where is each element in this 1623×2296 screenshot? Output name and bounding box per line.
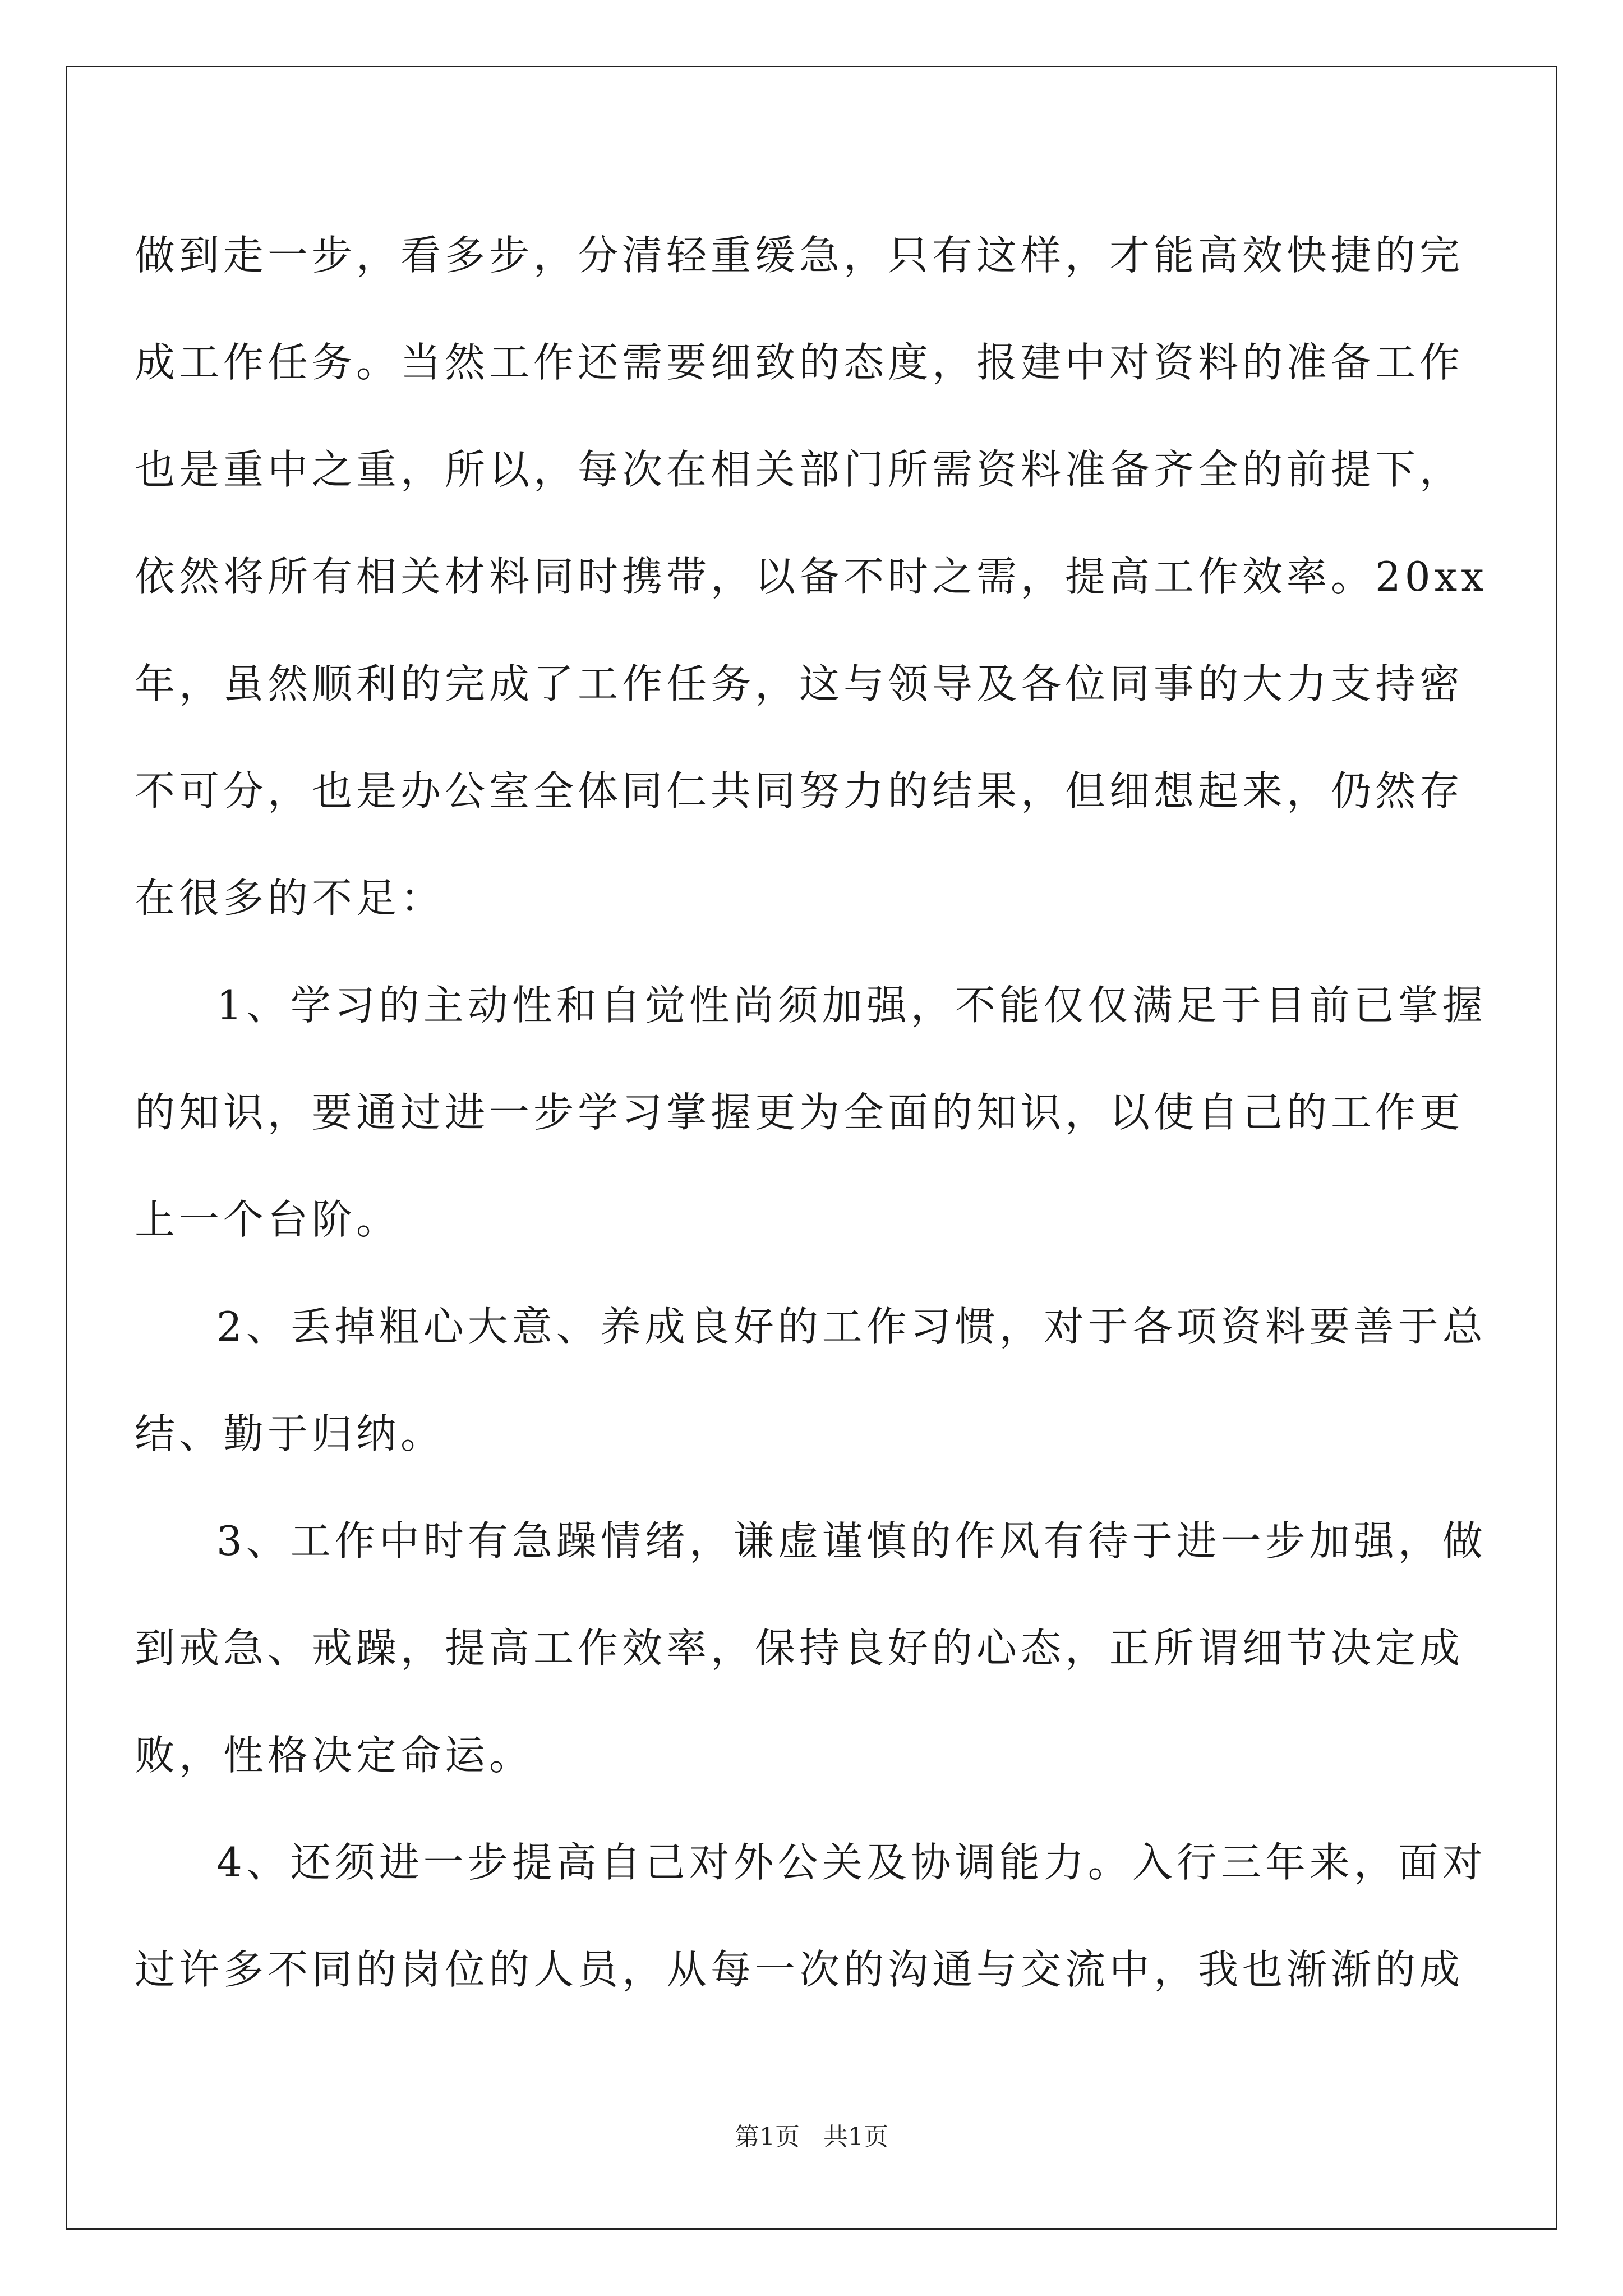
text-line: 过许多不同的岗位的人员，从每一次的沟通与交流中，我也渐渐的成 (135, 1946, 1464, 1993)
list-item-1: 1、学习的主动性和自觉性尚须加强，不能仅仅满足于目前已掌握 (216, 982, 1487, 1029)
list-item-4: 4、还须进一步提高自己对外公关及协调能力。入行三年来，面对 (216, 1839, 1487, 1886)
text-line: 依然将所有相关材料同时携带，以备不时之需，提高工作效率。20xx (135, 553, 1488, 600)
document-body (135, 202, 1509, 2023)
page-number-footer: 第1页 共1页 (735, 2123, 888, 2151)
text-line: 不可分，也是办公室全体同仁共同努力的结果，但细想起来，仍然存 (135, 767, 1464, 815)
text-line: 败，性格决定命运。 (135, 1732, 534, 1779)
text-line: 年，虽然顺利的完成了工作任务，这与领导及各位同事的大力支持密 (135, 660, 1464, 707)
text-line: 到戒急、戒躁，提高工作效率，保持良好的心态，正所谓细节决定成 (135, 1625, 1464, 1672)
text-line: 成工作任务。当然工作还需要细致的态度，报建中对资料的准备工作 (135, 339, 1464, 386)
text-line: 做到走一步，看多步，分清轻重缓急，只有这样，才能高效快捷的完 (135, 232, 1464, 279)
text-line: 结、勤于归纳。 (135, 1410, 445, 1457)
text-line: 也是重中之重，所以，每次在相关部门所需资料准备齐全的前提下， (135, 446, 1464, 493)
text-line: 的知识，要通过进一步学习掌握更为全面的知识，以使自己的工作更 (135, 1089, 1464, 1136)
list-item-2: 2、丢掉粗心大意、养成良好的工作习惯，对于各项资料要善于总 (216, 1303, 1487, 1350)
text-line: 上一个台阶。 (135, 1196, 401, 1243)
list-item-3: 3、工作中时有急躁情绪，谦虚谨慎的作风有待于进一步加强，做 (216, 1517, 1487, 1565)
text-line: 在很多的不足： (135, 875, 445, 922)
